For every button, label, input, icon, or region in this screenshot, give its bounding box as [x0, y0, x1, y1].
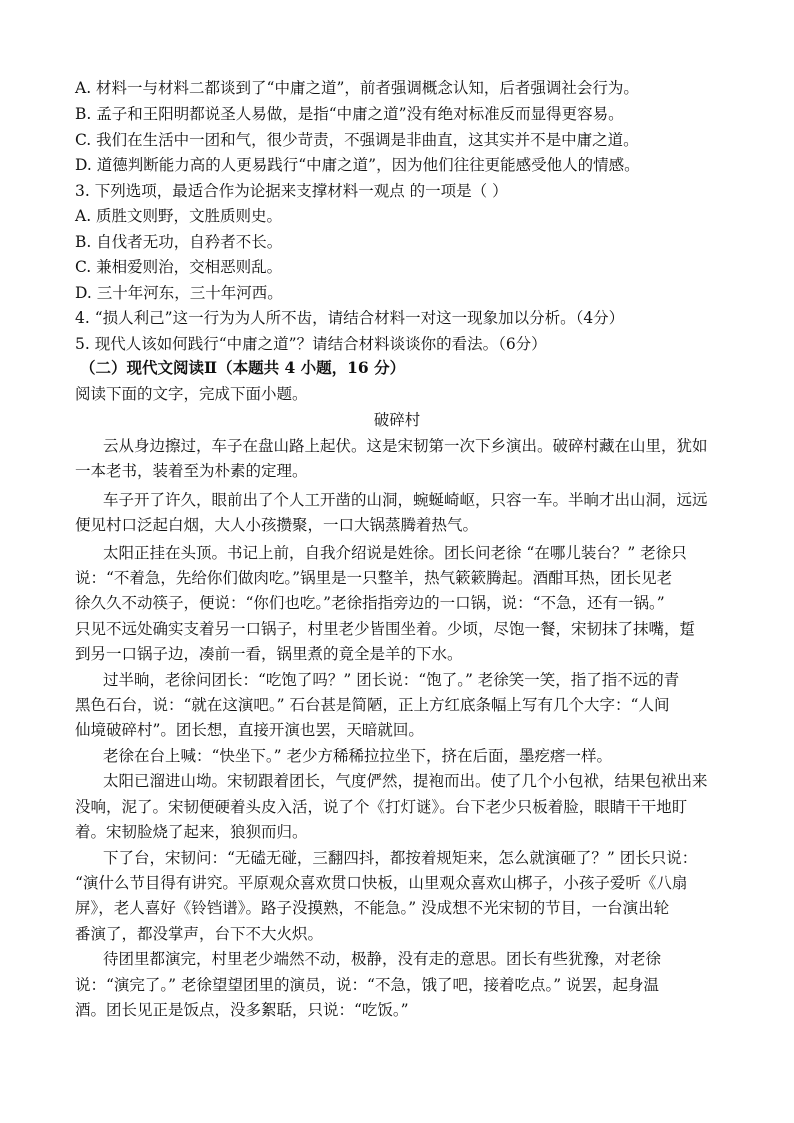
passage-line: 待团里都演完，村里老少端然不动，极静，没有走的意思。团长有些犹豫，对老徐 [103, 950, 662, 968]
passage-line: 车子开了许久，眼前出了个人工开凿的山洞，蜿蜒崎岖，只容一车。半晌才出山洞，远远 [103, 491, 708, 509]
passage-line: 徐久久不动筷子，便说：“你们也吃。”老徐指指旁边的一口锅，说：“不急，还有一锅。” [75, 594, 665, 612]
story-title: 破碎村 [373, 411, 421, 429]
passage-line: 到另一口锅子边，凑前一看，锅里煮的竟全是羊的下水。 [75, 645, 463, 663]
passage-line: 老徐在台上喊：“快坐下。” 老少方稀稀拉拉坐下，挤在后面，墨疙瘩一样。 [103, 747, 613, 765]
passage-line: 云从身边擦过，车子在盘山路上起伏。这是宋韧第一次下乡演出。破碎村藏在山里，犹如 [103, 437, 708, 455]
option-q2-a: A. 材料一与材料二都谈到了“中庸之道”，前者强调概念认知，后者强调社会行为。 [75, 79, 639, 97]
option-q3-c: C. 兼相爱则治，交相恶则乱。 [75, 258, 283, 276]
passage-line: 下了台，宋韧问：“无磕无碰，三翻四抖，都按着规矩来，怎么就演砸了？” 团长只说： [103, 849, 698, 867]
question-3-stem: 3. 下列选项，最适合作为论据来支撑材料一观点 的一项是（ ） [75, 182, 508, 200]
question-5: 5. 现代人该如何践行“中庸之道”？请结合材料谈谈你的看法。（6分） [75, 335, 547, 353]
option-q3-b: B. 自伐者无功，自矜者不长。 [75, 233, 283, 251]
passage-line: 便见村口泛起白烟，大人小孩攒聚，一口大锅蒸腾着热气。 [75, 516, 479, 534]
passage-line: 说：“不着急，先给你们做肉吃。”锅里是一只整羊，热气簌簌腾起。酒酣耳热，团长见老 [75, 569, 673, 587]
passage-line: 说：“演完了。” 老徐望望团里的演员，说：“不急，饿了吧，接着吃点。” 说罢，起身温 [75, 976, 660, 994]
passage-line: “演什么节目得有讲究。平原观众喜欢贯口快板，山里观众喜欢山梆子，小孩子爱听《八扇 [75, 874, 688, 892]
reading-instruction: 阅读下面的文字，完成下面小题。 [75, 385, 308, 403]
passage-line: 着。宋韧脸烧了起来，狼狈而归。 [75, 823, 308, 841]
passage-line: 黑色石台，说：“就在这演吧。” 石台甚是简陋，正上方红底条幅上写有几个大字：“人间 [75, 696, 670, 714]
passage-line: 太阳已溜进山坳。宋韧跟着团长，气度俨然，提袍而出。使了几个小包袱，结果包袱出来 [103, 772, 708, 790]
option-q2-b: B. 孟子和王阳明都说圣人易做，是指“中庸之道”没有绝对标准反而显得更容易。 [75, 105, 624, 123]
passage-line: 仙境破碎村”。团长想，直接开演也罢，天暗就回。 [75, 721, 424, 739]
passage-line: 酒。团长见正是饭点，没多絮聒，只说：“吃饭。” [75, 1001, 409, 1019]
passage-line: 一本老书，装着至为朴素的定理。 [75, 462, 308, 480]
passage-line: 只见不远处确实支着另一口锅子，村里老少皆围坐着。少顷，尽饱一餐，宋韧抹了抹嘴，踅 [75, 620, 696, 638]
option-q3-d: D. 三十年河东，三十年河西。 [75, 284, 283, 302]
passage-line: 过半晌，老徐问团长：“吃饱了吗？” 团长说：“饱了。” 老徐笑一笑，指了指不远的青 [103, 671, 680, 689]
passage-line: 番演了，都没掌声，台下不大火炽。 [75, 925, 324, 943]
option-q3-a: A. 质胜文则野，文胜质则史。 [75, 207, 283, 225]
option-q2-d: D. 道德判断能力高的人更易践行“中庸之道”，因为他们往往更能感受他人的情感。 [75, 156, 640, 174]
passage-line: 没响，泥了。宋韧便硬着头皮入活，说了个《打灯谜》。台下老少只板着脸，眼睛干干地盯 [75, 798, 688, 816]
question-4: 4. “损人利己”这一行为为人所不齿，请结合材料一对这一现象加以分析。（4分） [75, 309, 625, 327]
passage-line: 屏》，老人喜好《铃铛谱》。路子没摸熟，不能急。” 没成想不光宋韧的节目，一台演出轮 [75, 899, 670, 917]
section-heading: （二）现代文阅读Ⅱ（本题共 4 小题，16 分） [80, 358, 406, 377]
passage-line: 太阳正挂在头顶。书记上前，自我介绍说是姓徐。团长问老徐 “在哪儿装台？” 老徐只 [103, 544, 687, 562]
option-q2-c: C. 我们在生活中一团和气，很少苛责，不强调是非曲直，这其实并不是中庸之道。 [75, 131, 639, 149]
